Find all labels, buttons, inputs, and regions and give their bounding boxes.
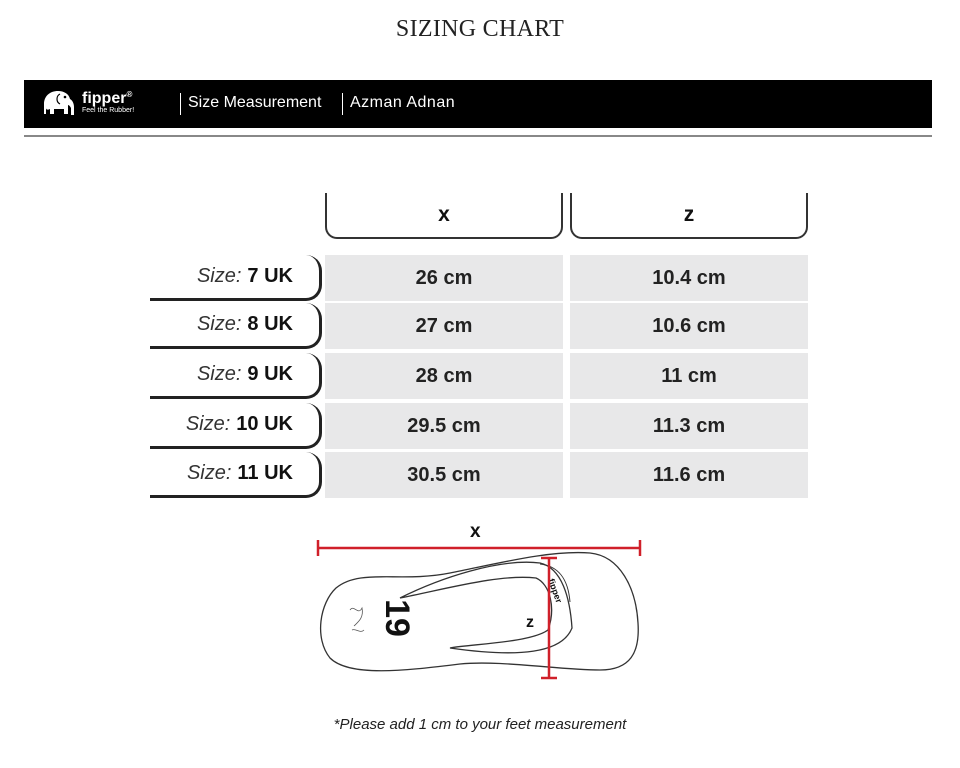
header-author: Azman Adnan [350,94,456,111]
size-label-row [150,303,322,349]
brand-logo [38,88,178,120]
size-word: Size: [196,363,242,385]
size-label-row [150,403,322,449]
header-divider [180,93,181,115]
table-cell-z: 11.3 cm [570,403,808,449]
table-cell-x: 30.5 cm [325,452,563,498]
header-rule [24,135,932,137]
table-cell-x: 26 cm [325,255,563,301]
header-bar [24,80,932,128]
brand-name: fipper® [82,90,133,107]
size-word: Size: [196,313,242,335]
sandal-measurement-diagram [300,518,660,688]
size-word: Size: [185,413,231,435]
table-cell-z: 11.6 cm [570,452,808,498]
size-label-row [150,255,322,301]
table-cell-x: 27 cm [325,303,563,349]
column-header-x: x [325,193,563,239]
size-word: Size: [186,462,232,484]
size-word: Size: [196,265,242,287]
table-cell-x: 28 cm [325,353,563,399]
z-dimension-label: z [526,614,534,631]
column-header-z: z [570,193,808,239]
size-label-row [150,452,322,498]
table-cell-z: 10.6 cm [570,303,808,349]
brand-tagline: Feel the Rubber! [82,107,135,114]
footnote: *Please add 1 cm to your feet measurement [333,716,627,733]
size-value: 9 UK [247,363,293,385]
header-divider [342,93,343,115]
table-cell-x: 29.5 cm [325,403,563,449]
table-cell-z: 11 cm [570,353,808,399]
size-value: 11 UK [237,462,293,484]
header-section-title: Size Measurement [188,94,322,111]
flip-flop-illustration [300,518,660,688]
sole-number: 19 [378,599,416,637]
elephant-icon [38,88,78,118]
table-cell-z: 10.4 cm [570,255,808,301]
x-dimension-label: x [470,521,481,542]
page-title: SIZING CHART [395,16,565,42]
size-value: 8 UK [247,313,293,335]
size-label-row [150,353,322,399]
size-value: 10 UK [236,413,293,435]
strap-brand-text: fipper [546,577,565,605]
size-value: 7 UK [247,265,293,287]
